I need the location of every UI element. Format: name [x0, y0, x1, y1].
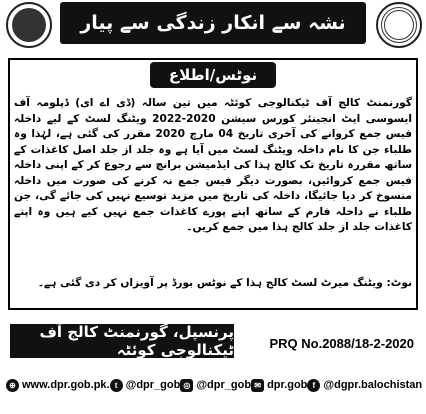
- top-banner: [0, 0, 426, 48]
- college-seal-icon: [376, 2, 422, 48]
- anti-drug-slogan: نشہ سے انکار زندگی سے پیار: [60, 2, 366, 44]
- notice-title: نوٹس/اطلاع: [150, 62, 276, 88]
- note-label: نوٹ:: [386, 277, 412, 289]
- notice-paragraph: گورنمنٹ کالج آف ٹیکنالوجی کوئٹہ میں تین سالہ (ڈی اے ای) ڈپلومہ آف ایسوسی ایٹ انجینئر کورس سیشن 2020-2022 ویٹنگ لسٹ کے لیے داخلہ فیس جمع کروانے کی آخری تاریخ 04 مارچ 2020 مقرر کی گئی ہے، لہٰذا وہ طلباء جن کا نام داخلہ ویٹنگ لسٹ میں آیا ہے وہ جلد از جلد اصل کاغذات کے ساتھ مقررہ تاریخ تک کالج ہذا کی ایڈمیشن برانچ سے رجوع کر کے اپنی داخلہ فیس جمع کروائیں، بصورت دیگر فیس جمع نہ کرنے کی صورت میں داخلہ منسوخ کر دیا جائیگا، داخلہ کی تاریخ میں مزید توسیع نہیں کی جائے گی، جن طلباء نے داخلہ فارم کے ساتھ اپنے پورے کاغذات جمع نہیں کیے ہیں وہ اپنے کاغذات جلد از جلد کالج ہذا میں جمع کریں۔: [14, 97, 413, 233]
- note-text: ویٹنگ میرٹ لسٹ کالج ہذا کے نوٹس بورڈ پر آویزاں کر دی گئی ہے۔: [37, 277, 383, 289]
- instagram-icon: ◎: [180, 379, 193, 392]
- globe-icon: ⊕: [6, 379, 19, 392]
- facebook-icon: f: [307, 379, 320, 392]
- social-twitter-text: @dpr_gob: [125, 379, 181, 391]
- notice-body: [14, 96, 412, 236]
- social-email[interactable]: [251, 379, 307, 392]
- social-facebook-text: @dgpr.balochistan: [323, 379, 423, 391]
- email-icon: ✉: [251, 379, 264, 392]
- social-facebook[interactable]: [307, 379, 422, 392]
- signature-principal: پرنسپل، گورنمنٹ کالج آف ٹیکنالوجی کوئٹہ: [10, 324, 234, 358]
- twitter-icon: t: [110, 379, 123, 392]
- social-website[interactable]: [6, 379, 110, 392]
- prq-number: PRQ No.2088/18-2-2020: [269, 336, 414, 351]
- social-bar: [0, 374, 426, 396]
- social-email-text: dpr.gob: [267, 379, 308, 391]
- notice-note: [14, 276, 412, 291]
- balochistan-emblem-icon: [6, 2, 52, 48]
- social-website-text: www.dpr.gob.pk.: [22, 379, 110, 391]
- social-instagram[interactable]: [180, 379, 251, 392]
- social-instagram-text: @dpr_gob: [196, 379, 252, 391]
- social-twitter[interactable]: [110, 379, 181, 392]
